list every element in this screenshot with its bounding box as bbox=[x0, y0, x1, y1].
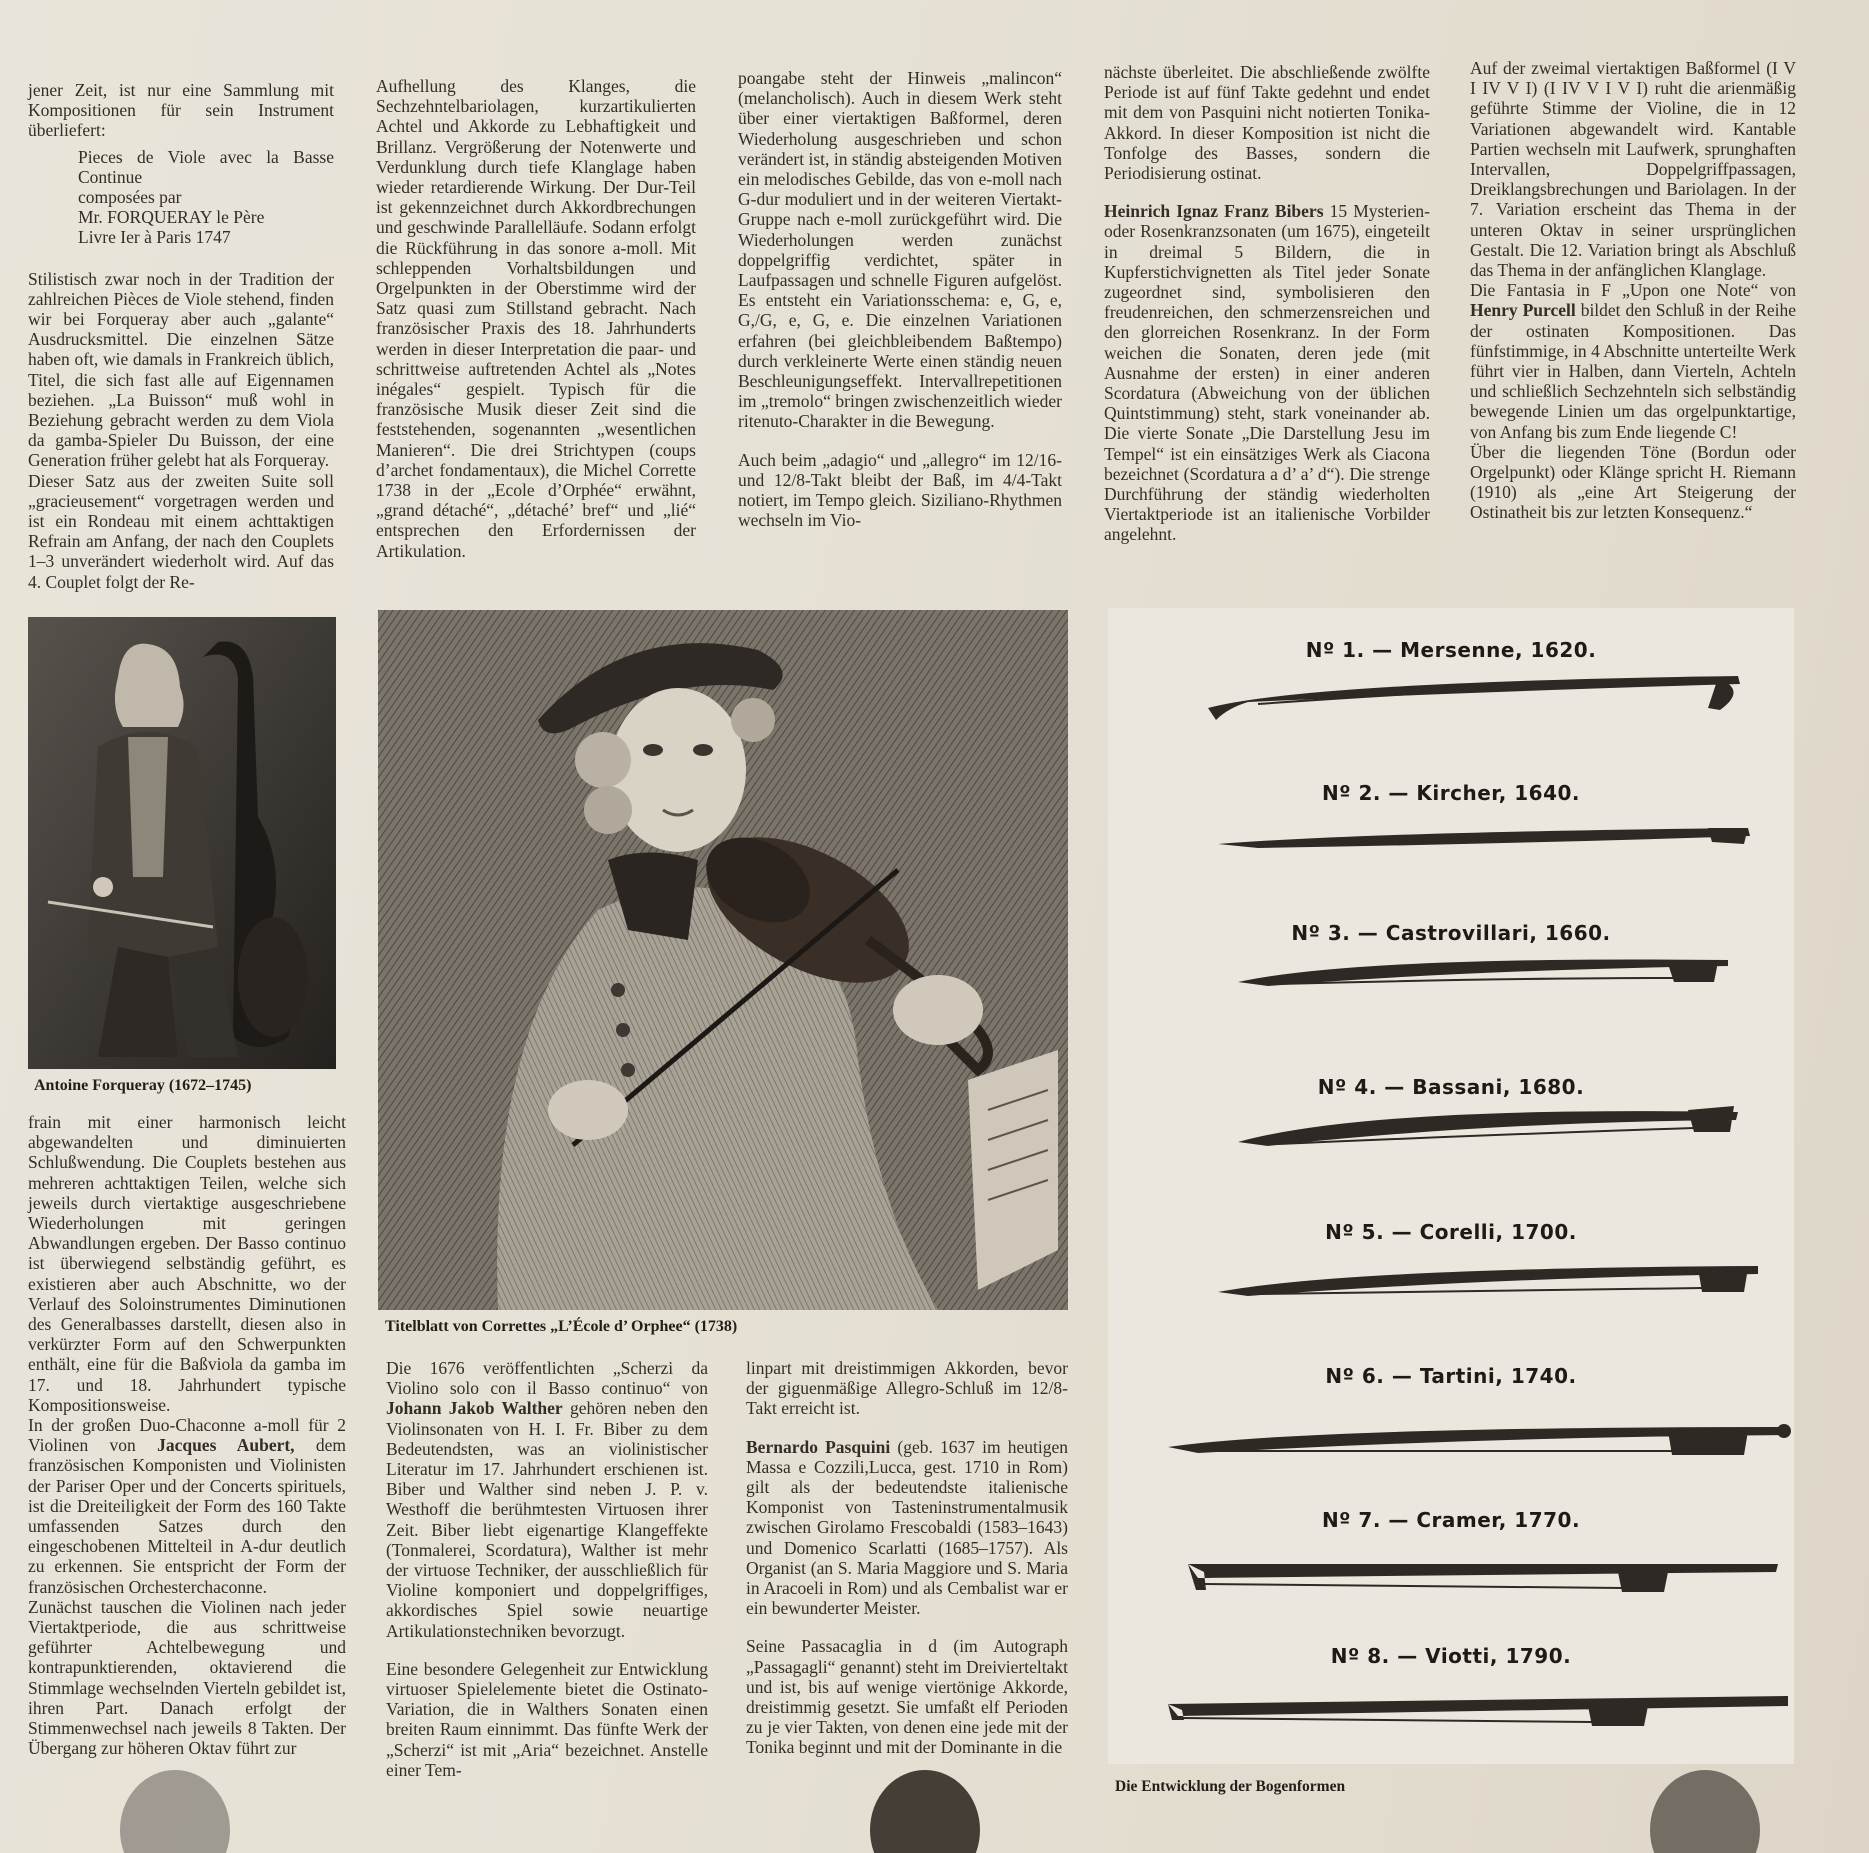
paragraph: Stilistisch zwar noch in der Tradition der zahlreichen Pièces de Viole stehend, finden wir bei Forqueray aber auch „galante“ Ausdrucksmittel. Die einzelnen Sätze haben oft, wie damals in Frankreich üblich, Titel, die sich fast alle auf Eigennamen beziehen. „La Buisson“ muß wohl in Beziehung gebracht werden zu dem Viola da gamba-Spieler Du Buisson, der eine Generation früher gelebt hat als Forqueray. bbox=[28, 268, 334, 471]
bow-stick bbox=[1238, 959, 1728, 986]
paragraph-text: Die Fantasia in F „Upon one Note“ von bbox=[1470, 280, 1796, 301]
column-4-top bbox=[1104, 62, 1430, 545]
bow-tartini-icon bbox=[1108, 1383, 1794, 1463]
bow-label: Nº 7. — Cramer, 1770. bbox=[1321, 1508, 1581, 1532]
intro-text: jener Zeit, ist nur eine Sammlung mit Kompositionen für sein Instrument überliefert: bbox=[28, 80, 334, 141]
bow-label: Nº 5. — Corelli, 1700. bbox=[1325, 1220, 1577, 1244]
bow-label: Nº 3. — Castrovillari, 1660. bbox=[1291, 921, 1611, 945]
title-line: composées par bbox=[78, 186, 182, 207]
paragraph: Seine Passacaglia in d (im Autograph „Passagagli“ genannt) steht im Dreivierteltakt und ist, bis auf wenige viertönige Akkorde, dreistimmig gesetzt. Sie umfaßt elf Perioden zu je vier Takten, von denen eine jede mit der Tonika beginnt und mit der Dominante in die bbox=[746, 1636, 1068, 1758]
paragraph: linpart mit dreistimmigen Akkorden, bevor der giguenmäßige Allegro-Schluß im 12/8-Takt erreicht ist. bbox=[746, 1358, 1068, 1419]
paragraph bbox=[28, 1415, 346, 1597]
bows-caption: Die Entwicklung der Bogenformen bbox=[1115, 1778, 1346, 1795]
title-line: Mr. FORQUERAY le Père bbox=[78, 206, 265, 227]
bow-label: Nº 4. — Bassani, 1680. bbox=[1317, 1075, 1585, 1099]
paragraph: Eine besondere Gelegenheit zur Entwicklung virtuoser Spielelemente bietet die Ostinato-Variation, die in Walthers Sonaten einen breiten Raum einnimmt. Das fünfte Werk der „Scherzi“ ist mit „Aria“ bezeichnet. Anstelle einer Tem- bbox=[386, 1658, 708, 1780]
paragraph: nächste überleitet. Die abschließende zwölfte Periode ist auf fünf Takte gedehnt und endet mit dem von Pasquini nicht notierten Tonika-Akkord. In dieser Komposition ist nicht die Tonfolge des Basses, sondern die Periodisierung ostinat. bbox=[1104, 62, 1430, 184]
paragraph-text: (geb. 1637 im heutigen Massa e Cozzili,Lucca, gest. 1710 in Rom) gilt als der bedeutendste italienische Komponist von Tasteninstrumentalmusik zwischen Girolamo Frescobaldi (1583–1643) und Domenico Scarlatti (1685–1757). Als Organist (an S. Maria Maggiore und S. Maria in Aracoeli in Rom) und als Cembalist war er ein bewunderter Meister. bbox=[746, 1436, 1068, 1619]
forqueray-portrait bbox=[28, 617, 336, 1069]
bow-label: Nº 6. — Tartini, 1740. bbox=[1325, 1364, 1577, 1388]
bow-stick bbox=[1238, 1106, 1738, 1146]
bow-stick bbox=[1188, 1564, 1778, 1592]
column-2-bottom bbox=[386, 1358, 708, 1780]
paragraph-text: 15 Mysterien- oder Rosenkranzsonaten (um 1675), eingeteilt in dreimal 5 Bildern, die in Kupferstichvignetten als Titel jeder Sonate zugeordnet sind, symbolisieren den freudenreichen, den schmerzensreichen und den glorreichen Rosenkranz. In der Form weichen die Sonaten, deren jede (mit Ausnahme der ersten) in einer anderen Scordatura (Abweichung von der üblichen Quintstimmung) steht, stark voneinander ab. Die vierte Sonate „Die Darstellung Jesu im Tempel“ ist ein einsätziges Werk als Ciacona bezeichnet (Scordatura a d’ a’ d“). Die strenge Durchführung der ständig wiederholten Viertaktperiode ist an italienische Vorbilder angelehnt. bbox=[1104, 201, 1430, 545]
paragraph bbox=[1470, 280, 1796, 442]
finger-shadow bbox=[120, 1770, 230, 1853]
bow-label: Nº 8. — Viotti, 1790. bbox=[1330, 1644, 1572, 1668]
bow-cramer-icon bbox=[1108, 1520, 1794, 1600]
composer-name: Heinrich Ignaz Franz Bibers bbox=[1104, 201, 1324, 222]
composer-name: Henry Purcell bbox=[1470, 300, 1576, 321]
title-line: Pieces de Viole avec la Basse Continue bbox=[78, 146, 334, 187]
column-1-bottom bbox=[28, 1112, 346, 1759]
portrait-engraving-icon bbox=[28, 617, 336, 1069]
violinist-engraving-icon bbox=[378, 610, 1068, 1310]
paragraph: Auch beim „adagio“ und „allegro“ im 12/16- und 12/8-Takt bleibt der Baß, im 4/4-Takt notiert, im Tempo gleich. Siziliano-Rhythmen wechseln im Vio- bbox=[738, 449, 1062, 531]
corrette-engraving bbox=[378, 610, 1068, 1310]
paragraph-text: In der großen Duo-Chaconne a-moll für 2 Violinen von bbox=[28, 1415, 346, 1456]
bow-mersenne-icon bbox=[1108, 660, 1794, 740]
column-3-bottom bbox=[746, 1358, 1068, 1758]
paragraph: Aufhellung des Klanges, die Sechzehntelbariolagen, kurzartikulierten Achtel und Akkorde zu Lebhaftigkeit und Brillanz. Vergrößerung der Notenwerte und Verdunklung durch tiefe Klanglage haben wieder retardierende Wirkung. Der Dur-Teil ist gekennzeichnet durch Akkordbrechungen und geschwinde Parallelläufe. Sodann erfolgt die Rückführung in das sonore a-moll. Mit schleppenden Vorhaltsbildungen und Orgelpunkten in der Oberstimme wird der Satz quasi zum Stillstand gebracht. Nach französischer Praxis des 18. Jahrhunderts werden in dieser Interpretation die paar- und schrittweise auftretenden Achtel als „Notes inégales“ gespielt. Typisch für die französische Musik dieser Zeit sind die feststehenden, sogenannten „wesentlichen Manieren“. Die drei Strichtypen (coups d’archet fondamentaux), die Michel Corrette 1738 in der „Ecole d’Orphée“ erwähnt, „grand détaché“, „détaché’ bref“ und „lié“ entsprechen den Erfordernissen der Artikulation. bbox=[376, 76, 696, 561]
paragraph-text: Die 1676 veröffentlichten „Scherzi da Violino solo con il Basso continuo“ von bbox=[386, 1358, 708, 1399]
bow-corelli-icon bbox=[1108, 1228, 1794, 1308]
paragraph: Zunächst tauschen die Violinen nach jeder Viertaktperiode, die aus schrittweise geführter Achtelbewegung und kontrapunktierenden, oktavierend die Stimmlage wechselnden Vierteln gebildet ist, ihren Part. Danach erfolgt der Stimmenwechsel nach jeweils 8 Takten. Der Übergang zur höheren Oktav führt zur bbox=[28, 1596, 346, 1759]
bow-hair bbox=[1182, 1718, 1592, 1722]
paragraph: Über die liegenden Töne (Bordun oder Orgelpunkt) oder Klänge spricht H. Riemann (1910) als „eine Art Steigerung der Ostinatheit bis zur letzten Konsequenz.“ bbox=[1470, 441, 1796, 523]
paragraph: poangabe steht der Hinweis „malincon“ (melancholisch). Auch in diesem Werk steht über einer viertaktigen Baßformel, deren Wiederholung ausgeschrieben und schon verändert ist, in ständig absteigenden Motiven ein melodisches Gebilde, das von e-moll nach G-dur moduliert und in der weiteren Viertakt-Gruppe nach e-moll zurückgeführt wird. Die Wiederholungen werden zunächst doppelgriffig verdichtet, später in Laufpassagen und schnelle Figuren aufgelöst. Es entsteht ein Variationsschema: e, G, e, G,/G, e, G, e. Die einzelnen Variationen erfahren (bei gleichbleibendem Baßtempo) durch verkleinerte Werte einen ständig neuen Beschleunigungseffekt. Intervallrepetitionen im „tremolo“ bringen zwischenzeitlich wieder ritenuto-Charakter in die Bewegung. bbox=[738, 68, 1062, 432]
bow-castrovillari-icon bbox=[1108, 926, 1794, 1006]
bow-kircher-icon bbox=[1108, 788, 1794, 868]
paragraph: Dieser Satz aus der zweiten Suite soll „gracieusement“ vorgetragen werden und ist ein Rondeau mit einem achttaktigen Refrain am Anfang, der nach den Couplets 1–3 unverändert wiederholt wird. Auf das 4. Couplet folgt der Re- bbox=[28, 470, 334, 592]
composer-name: Johann Jakob Walther bbox=[386, 1398, 563, 1419]
paragraph bbox=[386, 1358, 708, 1641]
paragraph bbox=[1104, 201, 1430, 544]
column-5-top bbox=[1470, 58, 1796, 523]
bow-forms-figure bbox=[1108, 608, 1794, 1764]
column-1-top bbox=[28, 80, 334, 592]
composer-name: Jacques Aubert, bbox=[157, 1435, 295, 1456]
corrette-caption: Titelblatt von Correttes „L’École d’ Orphee“ (1738) bbox=[385, 1318, 738, 1335]
column-3-top bbox=[738, 68, 1062, 530]
bow-bassani-icon bbox=[1108, 1082, 1794, 1162]
bow-label: Nº 1. — Mersenne, 1620. bbox=[1305, 638, 1597, 662]
title-line: Livre Ier à Paris 1747 bbox=[78, 226, 231, 247]
paragraph-text: gehören neben den Violinsonaten von H. I. Fr. Biber zu dem Bedeutendsten, was an violinistischer Literatur im 17. Jahrhundert erschienen ist. Biber und Walther sind neben J. P. v. Westhoff die berühmtesten Virtuosen ihrer Zeit. Biber liebt eigenartige Klangeffekte (Tonmalerei, Scordatura), Walther ist mehr der virtuose Techniker, der ausschließlich für Violine komponiert und doppelgriffiges, akkordisches Spiel sowie neuartige Artikulationstechniken bevorzugt. bbox=[386, 1398, 708, 1641]
paragraph-text: dem französischen Komponisten und Violinisten der Pariser Oper und der Concerts spirituels, ist die Dreiteiligkeit der Form des 160 Takte umfassenden Satzes durch den eingeschobenen Mittelteil in A-dur deutlich zu erkennen. Sie entspricht der Form der französischen Orchesterchaconne. bbox=[28, 1435, 346, 1597]
finger-shadow bbox=[870, 1770, 980, 1853]
bow-viotti-icon bbox=[1108, 1656, 1794, 1736]
paragraph: frain mit einer harmonisch leicht abgewandelten und diminuierten Schlußwendung. Die Couplets bestehen aus mehreren achttaktigen Teilen, welche sich jeweils durch viertaktige ausgeschriebene Wiederholungen mit geringen Abwandlungen ergeben. Der Basso continuo ist überwiegend selbständig geführt, es existieren aber auch Abschnitte, wo der Verlauf des Soloinstrumentes Diminutionen des Generalbasses darstellt, diesen also in verkürzter Form auf den Schwerpunkten enthält, eine für die Baßviola da gamba im 17. und 18. Jahrhundert typische Kompositionsweise. bbox=[28, 1112, 346, 1415]
paragraph-text: bildet den Schluß in der Reihe der ostinaten Kompositionen. Das fünfstimmige, in 4 Abschnitte unterteilte Werk führt vier in Halben, dann Vierteln, Achteln und schließlich Sechzehnteln sich selbständig bewegende Linien um das orgelpunktartige, von Anfang bis zum Ende liegende C! bbox=[1470, 300, 1797, 442]
bow-tip bbox=[1777, 1424, 1791, 1438]
bow-label: Nº 2. — Kircher, 1640. bbox=[1321, 781, 1581, 805]
bow-stick bbox=[1218, 828, 1750, 848]
composer-name: Bernardo Pasquini bbox=[746, 1436, 891, 1457]
paragraph bbox=[746, 1437, 1068, 1619]
bow-hair bbox=[1204, 1584, 1622, 1588]
forqueray-caption: Antoine Forqueray (1672–1745) bbox=[34, 1077, 252, 1094]
finger-shadow bbox=[1650, 1770, 1760, 1853]
paragraph: Auf der zweimal viertaktigen Baßformel (I V I IV V I) (I IV V I V I) ruht die arienmäßig geführte Stimme der Violine, die in 12 Variationen abgewandelt wird. Kantable Partien wechseln mit Laufwerk, sprunghaften Intervallen, Doppelgriffpassagen, Dreiklangsbrechungen und Bariolagen. In der 7. Variation erscheint das Thema in der unteren Oktav in seiner ursprünglichen Gestalt. Die 12. Variation bringt als Abschluß das Thema in der anfänglichen Klanglage. bbox=[1470, 58, 1796, 281]
column-2-top bbox=[376, 76, 696, 561]
forqueray-title-block bbox=[28, 147, 334, 247]
